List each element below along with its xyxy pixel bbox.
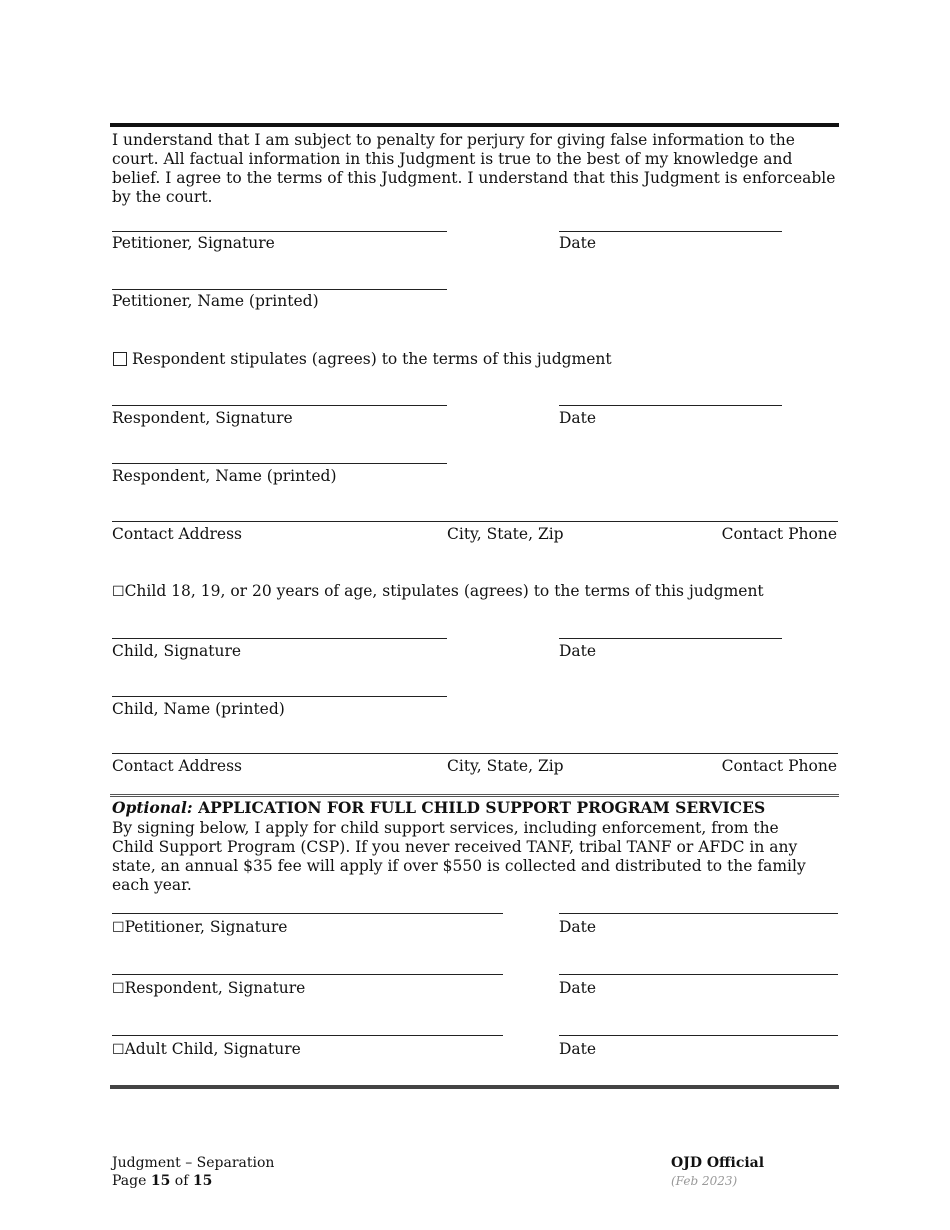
respondent-date-label: Date bbox=[559, 409, 597, 427]
optional-petitioner-date-label: Date bbox=[559, 918, 597, 936]
child-contact-line[interactable] bbox=[112, 753, 838, 754]
optional-adult-child-signature-line[interactable] bbox=[112, 1035, 503, 1036]
optional-respondent-signature-line[interactable] bbox=[112, 974, 503, 975]
optional-respondent-date-line[interactable] bbox=[559, 974, 838, 975]
respondent-date-line[interactable] bbox=[559, 405, 782, 406]
optional-petitioner-signature-line[interactable] bbox=[112, 913, 503, 914]
child-signature-line[interactable] bbox=[112, 638, 447, 639]
footer-page-number bbox=[112, 1172, 212, 1190]
respondent-name-line[interactable] bbox=[112, 463, 447, 464]
petitioner-signature-line[interactable] bbox=[112, 231, 447, 232]
petitioner-date-label: Date bbox=[559, 234, 597, 252]
footer-doc-title: Judgment – Separation bbox=[112, 1155, 275, 1171]
child-stipulation-label: Child 18, 19, or 20 years of age, stipulates (agrees) to the terms of this judgment bbox=[124, 582, 764, 600]
optional-petitioner-signature bbox=[112, 918, 287, 937]
top-rule bbox=[110, 123, 839, 127]
child-stipulation bbox=[112, 582, 764, 601]
optional-petitioner-checkbox[interactable]: ☐ bbox=[112, 920, 125, 936]
footer-official-label: OJD Official bbox=[671, 1155, 765, 1171]
bottom-rule bbox=[110, 1085, 839, 1089]
child-stipulation-checkbox[interactable]: ☐ bbox=[112, 584, 125, 600]
petitioner-signature-label: Petitioner, Signature bbox=[112, 234, 275, 252]
optional-petitioner-label: Petitioner, Signature bbox=[124, 918, 288, 936]
optional-adult-child-label: Adult Child, Signature bbox=[124, 1040, 301, 1058]
page-current: 15 bbox=[150, 1173, 171, 1189]
respondent-address-label: Contact Address bbox=[112, 525, 243, 543]
child-date-label: Date bbox=[559, 642, 597, 660]
optional-prefix: Optional: bbox=[112, 798, 193, 817]
respondent-signature-line[interactable] bbox=[112, 405, 447, 406]
optional-adult-child-checkbox[interactable]: ☐ bbox=[112, 1042, 125, 1058]
optional-respondent-checkbox[interactable]: ☐ bbox=[112, 981, 125, 997]
optional-respondent-date-label: Date bbox=[559, 979, 597, 997]
respondent-stipulation-checkbox[interactable] bbox=[113, 352, 127, 366]
child-name-label: Child, Name (printed) bbox=[112, 700, 285, 718]
child-signature-label: Child, Signature bbox=[112, 642, 242, 660]
child-city-label: City, State, Zip bbox=[447, 757, 564, 775]
optional-adult-child-date-label: Date bbox=[559, 1040, 597, 1058]
optional-adult-child-date-line[interactable] bbox=[559, 1035, 838, 1036]
respondent-contact-line[interactable] bbox=[112, 521, 838, 522]
petitioner-name-line[interactable] bbox=[112, 289, 447, 290]
petitioner-name-label: Petitioner, Name (printed) bbox=[112, 292, 319, 310]
respondent-phone-label: Contact Phone bbox=[721, 525, 837, 543]
page-of: of bbox=[174, 1173, 189, 1189]
child-phone-label: Contact Phone bbox=[721, 757, 837, 775]
optional-section-divider bbox=[110, 794, 839, 797]
optional-section-text: By signing below, I apply for child support services, including enforcement, from the Child Support Program (CSP). If you never received TANF, tribal TANF or AFDC in any state, an annual $35 fee will apply if over $550 is collected and distributed to the family each year. bbox=[112, 819, 806, 894]
child-address-label: Contact Address bbox=[112, 757, 243, 775]
petitioner-date-line[interactable] bbox=[559, 231, 782, 232]
respondent-city-label: City, State, Zip bbox=[447, 525, 564, 543]
respondent-stipulation-label: Respondent stipulates (agrees) to the terms of this judgment bbox=[132, 350, 612, 368]
page-total: 15 bbox=[192, 1173, 213, 1189]
certification-text: I understand that I am subject to penalty for perjury for giving false information to the court. All factual information in this Judgment is true to the best of my knowledge and belief. I agree to the terms of this Judgment. I understand that this Judgment is enforceable by the court. bbox=[112, 131, 836, 206]
optional-section-title bbox=[112, 799, 765, 817]
optional-petitioner-date-line[interactable] bbox=[559, 913, 838, 914]
optional-title: APPLICATION FOR FULL CHILD SUPPORT PROGRAM SERVICES bbox=[198, 798, 766, 817]
optional-adult-child-signature bbox=[112, 1040, 301, 1059]
respondent-stipulation bbox=[113, 350, 612, 368]
optional-respondent-label: Respondent, Signature bbox=[124, 979, 306, 997]
respondent-name-label: Respondent, Name (printed) bbox=[112, 467, 337, 485]
page-prefix: Page bbox=[112, 1173, 147, 1189]
respondent-signature-label: Respondent, Signature bbox=[112, 409, 293, 427]
child-date-line[interactable] bbox=[559, 638, 782, 639]
optional-respondent-signature bbox=[112, 979, 305, 998]
child-name-line[interactable] bbox=[112, 696, 447, 697]
footer-revision: (Feb 2023) bbox=[671, 1174, 738, 1188]
